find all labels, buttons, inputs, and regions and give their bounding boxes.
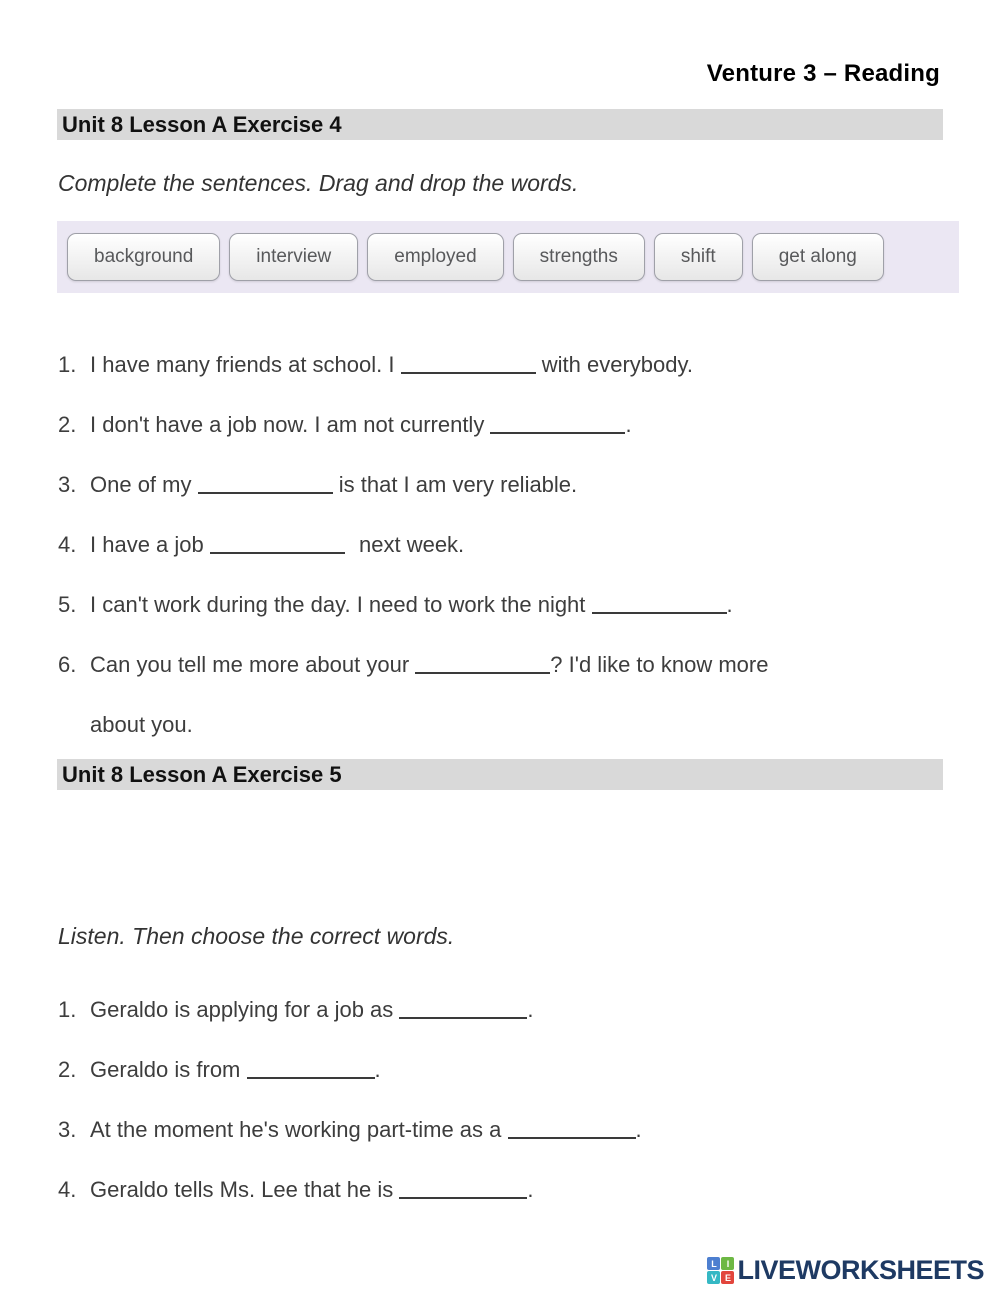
logo-square-l: L [707,1257,720,1270]
sentence-text [90,1100,910,1160]
sentence-text [90,515,910,575]
liveworksheets-logo-text: LIVEWORKSHEETS [737,1255,984,1285]
sentence-5 [58,575,918,635]
sentence-number: 6. [58,652,77,677]
logo-square-i: I [721,1257,734,1270]
sentence-number: 4. [58,532,77,557]
exercise4-sentences [58,335,918,755]
sentence-number: 4. [58,1177,77,1202]
sentence-2 [58,1040,918,1100]
section-heading-exercise5: Unit 8 Lesson A Exercise 5 [57,759,943,790]
sentence-text-before: At the moment he's working part-time as a [90,1117,502,1142]
sentence-text-after: is that I am very reliable. [338,472,578,497]
sentence-text-after: . [635,1117,642,1142]
sentence-number: 1. [58,352,77,377]
sentence-text-before: One of my [90,472,192,497]
answer-blank[interactable] [508,1119,636,1139]
word-chip-background[interactable]: background [67,233,220,281]
sentence-text [90,635,910,755]
sentence-text-before: I have many friends at school. I [90,352,395,377]
section-heading-exercise4: Unit 8 Lesson A Exercise 4 [57,109,943,140]
sentence-number: 5. [58,592,77,617]
logo-square-e: E [721,1271,734,1284]
sentence-number: 3. [58,472,77,497]
sentence-text [90,335,910,395]
sentence-2 [58,395,918,455]
sentence-text [90,980,910,1040]
answer-blank[interactable] [415,654,550,674]
answer-blank[interactable] [399,1179,527,1199]
answer-blank[interactable] [210,534,345,554]
sentence-text-after: . [527,1177,534,1202]
word-chip-interview[interactable]: interview [229,233,358,281]
sentence-6 [58,635,918,755]
answer-blank[interactable] [401,354,536,374]
answer-blank[interactable] [490,414,625,434]
sentence-1 [58,335,918,395]
sentence-text [90,455,910,515]
answer-blank[interactable] [198,474,333,494]
sentence-number: 1. [58,997,77,1022]
instruction-exercise5: Listen. Then choose the correct words. [58,923,455,949]
logo-square-v: V [707,1271,720,1284]
sentence-number: 3. [58,1117,77,1142]
sentence-text-after: . [625,412,632,437]
sentence-1 [58,980,918,1040]
sentence-4 [58,1160,918,1220]
sentence-text-after: with everybody. [541,352,693,377]
liveworksheets-logo-icon [707,1257,734,1284]
sentence-text-before: Geraldo is from [90,1057,241,1082]
sentence-text-before: Geraldo tells Ms. Lee that he is [90,1177,394,1202]
sentence-text-line2: about you. [90,712,193,737]
instruction-exercise4: Complete the sentences. Drag and drop the words. [58,170,579,196]
sentence-text-after: . [374,1057,381,1082]
sentence-text-before: Geraldo is applying for a job as [90,997,394,1022]
answer-blank[interactable] [247,1059,375,1079]
word-chip-get-along[interactable]: get along [752,233,884,281]
sentence-text [90,1040,910,1100]
doc-title: Venture 3 – Reading [706,60,940,87]
sentence-text-after: . [726,592,733,617]
sentence-text [90,1160,910,1220]
sentence-text-after: . [527,997,534,1022]
sentence-3 [58,455,918,515]
word-chip-strengths[interactable]: strengths [513,233,645,281]
sentence-text-before: I have a job [90,532,204,557]
liveworksheets-logo [707,1255,984,1286]
sentence-text-before: I don't have a job now. I am not currently [90,412,485,437]
sentence-text [90,395,910,455]
word-bank [57,221,959,293]
sentence-number: 2. [58,1057,77,1082]
sentence-text-after: ? I'd like to know more [550,652,769,677]
exercise5-sentences [58,980,918,1220]
sentence-text-before: Can you tell me more about your [90,652,410,677]
sentence-3 [58,1100,918,1160]
word-chip-shift[interactable]: shift [654,233,743,281]
sentence-text [90,575,910,635]
answer-blank[interactable] [399,999,527,1019]
word-chip-employed[interactable]: employed [367,233,503,281]
answer-blank[interactable] [592,594,727,614]
sentence-text-before: I can't work during the day. I need to work the night [90,592,586,617]
sentence-number: 2. [58,412,77,437]
sentence-text-after: next week. [359,532,465,557]
sentence-4 [58,515,918,575]
